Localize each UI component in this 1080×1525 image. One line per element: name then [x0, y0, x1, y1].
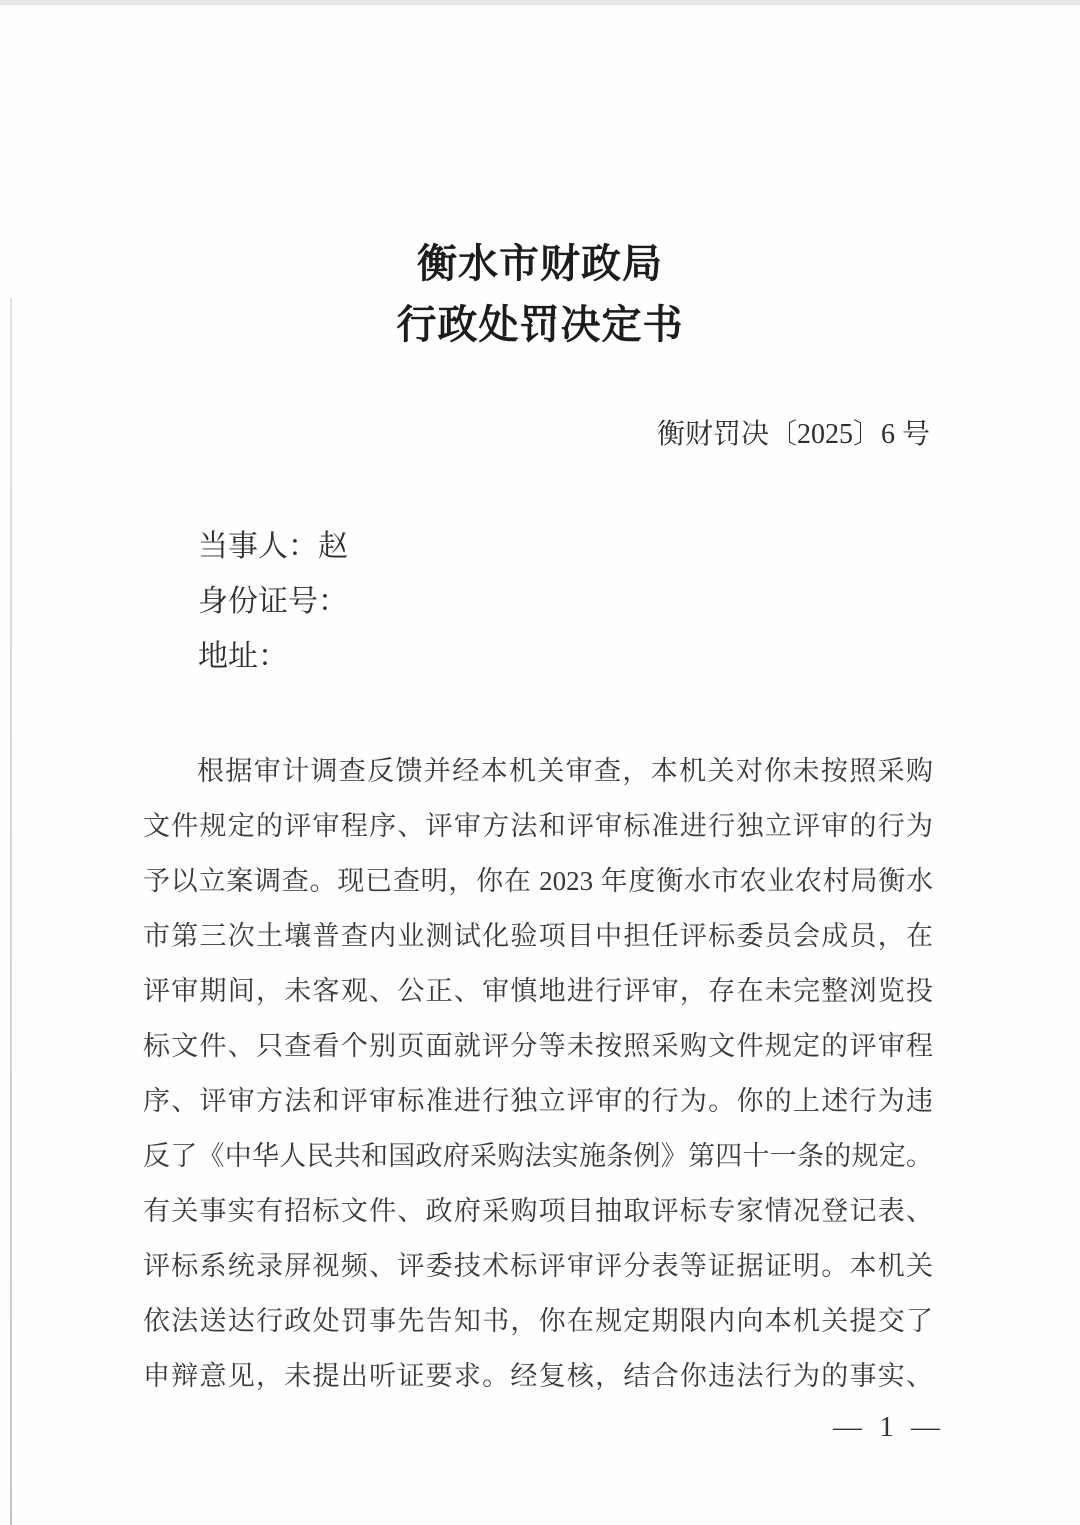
party-address-line: 地址：: [198, 640, 288, 673]
body-text-line: 根据审计调查反馈并经本机关审查，本机关对你未按照采购: [197, 756, 933, 786]
body-paragraph: [143, 744, 933, 1404]
page-number: — 1 —: [833, 1411, 940, 1443]
scan-edge-top: [0, 0, 1080, 6]
scan-edge-left: [10, 298, 12, 1525]
body-text-line: 文件规定的评审程序、评审方法和评审标准进行独立评审的行为: [143, 811, 933, 841]
document-number: 衡财罚决〔2025〕6 号: [656, 419, 930, 450]
document-title-line1: 衡水市财政局: [417, 241, 663, 286]
body-text-line: 序、评审方法和评审标准进行独立评审的行为。你的上述行为违: [143, 1086, 933, 1116]
party-id-line: 身份证号：: [198, 585, 348, 618]
body-text-line: 评审期间，未客观、公正、审慎地进行评审，存在未完整浏览投: [143, 976, 933, 1006]
document-title-line2: 行政处罚决定书: [396, 302, 684, 347]
party-info-block: [198, 519, 348, 684]
body-text-line: 评标系统录屏视频、评委技术标评审评分表等证据证明。本机关: [143, 1251, 933, 1281]
body-text-line: 申辩意见，未提出听证要求。经复核，结合你违法行为的事实、: [143, 1361, 933, 1391]
party-name-line: 当事人：赵: [198, 530, 348, 563]
body-text-line: 依法送达行政处罚事先告知书，你在规定期限内向本机关提交了: [143, 1306, 933, 1336]
body-text-line: 有关事实有招标文件、政府采购项目抽取评标专家情况登记表、: [143, 1196, 933, 1226]
body-text-line: 市第三次土壤普查内业测试化验项目中担任评标委员会成员，在: [143, 921, 933, 951]
body-text-line: 反了《中华人民共和国政府采购法实施条例》第四十一条的规定。: [143, 1141, 933, 1171]
body-text-line: 标文件、只查看个别页面就评分等未按照采购文件规定的评审程: [143, 1031, 933, 1061]
body-text-line: 予以立案调查。现已查明，你在 2023 年度衡水市农业农村局衡水: [143, 866, 933, 896]
document-title: [0, 233, 1080, 355]
